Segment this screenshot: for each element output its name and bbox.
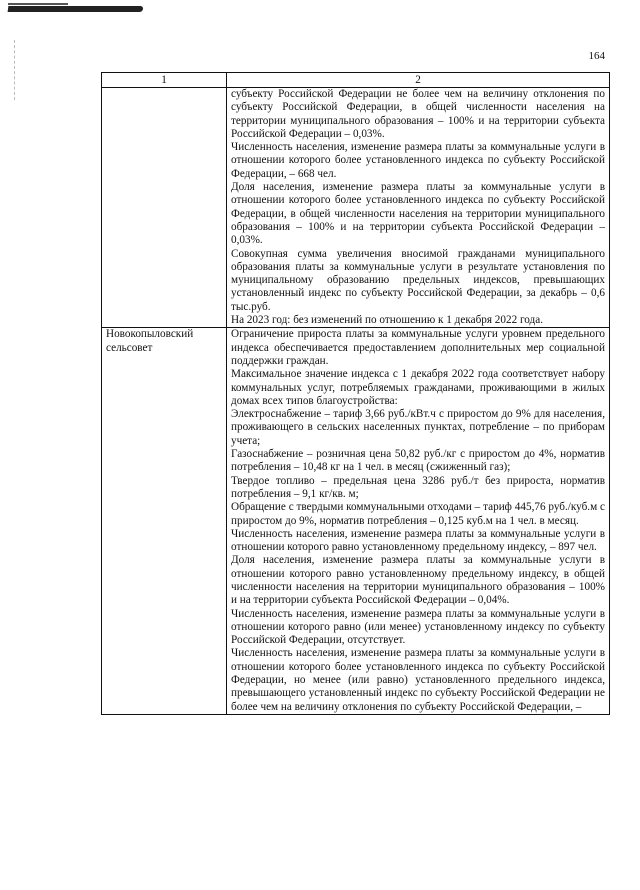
municipality-cell: [102, 88, 227, 328]
column-header: 1: [102, 73, 227, 88]
description-cell: [227, 88, 610, 328]
paragraph: Численность населения, изменение размера платы за коммунальные услуги в отношении которого равно установленному предельному индексу, – 897 чел.: [231, 527, 605, 554]
paragraph: Твердое топливо – предельная цена 3286 руб./т без прироста, норматив потребления – 9,1 кг/кв. м;: [231, 474, 605, 500]
municipality-cell: Новокопыловский сельсовет: [102, 328, 227, 715]
paragraph: Численность населения, изменение размера платы за коммунальные услуги в отношении которого более установленного индекса по субъекту Российской Федерации, – 668 чел.: [231, 141, 605, 180]
table-row: [102, 88, 610, 328]
paragraph: субъекту Российской Федерации не более чем на величину отклонения по субъекту Российской Федерации, в общей численности населения на территории муниципального образования – 100% и на территории субъекта Российской Федерации – 0,03%.: [231, 88, 605, 140]
description-cell: [227, 328, 610, 715]
paragraph: Максимальное значение индекса с 1 декабря 2022 года соответствует набору коммунальных услуг, потребляемых гражданами, проживающими в жилых домах всех типов благоустройства:: [231, 368, 605, 407]
paragraph: Газоснабжение – розничная цена 50,82 руб./кг с приростом до 4%, норматив потребления – 10,48 кг на 1 чел. в месяц (сжиженный газ);: [231, 448, 605, 474]
paragraph: Доля населения, изменение размера платы за коммунальные услуги в отношении которого более установленного индекса по субъекту Российской Федерации, в общей численности населения на территории муниципального образования – 100% и на территории субъекта Российской Федерации – 0,03%.: [231, 181, 605, 247]
paragraph: На 2023 год: без изменений по отношению к 1 декабря 2022 года.: [231, 314, 544, 327]
paragraph: Обращение с твердыми коммунальными отходами – тариф 445,76 руб./куб.м с приростом до 9%, норматив потребления – 0,125 куб.м на 1 чел. в месяц.: [231, 501, 605, 527]
margin-mark: [14, 40, 17, 100]
table-row: [102, 328, 610, 715]
column-header: 2: [227, 73, 610, 88]
scan-artifact: [8, 6, 144, 12]
paragraph: Численность населения, изменение размера платы за коммунальные услуги в отношении которого равно (или менее) установленному индексу по субъекту Российской Федерации, отсутствует.: [231, 607, 605, 647]
table-header-row: [102, 73, 610, 88]
scan-artifact: [8, 3, 68, 5]
document-table: [101, 72, 610, 715]
paragraph: Электроснабжение – тариф 3,66 руб./кВт.ч с приростом до 9% для населения, проживающего в сельских населенных пунктах, потребление – по приборам учета;: [231, 408, 605, 447]
paragraph: Численность населения, изменение размера платы за коммунальные услуги в отношении которого более установленного индекса по субъекту Российской Федерации, но менее (или равно) установленного предельного индекса, превышающего установленный индекс по субъекту Российской Федерации не более чем на величину отклонения по субъекту Российской Федерации, –: [231, 647, 605, 713]
paragraph: Совокупная сумма увеличения вносимой гражданами муниципального образования платы за коммунальные услуги в результате установления по муниципальному образованию предельных индексов, превышающих установленный индекс по субъекту Российской Федерации, за декабрь – 0,6 тыс.руб.: [231, 247, 605, 313]
paragraph: Доля населения, изменение размера платы за коммунальные услуги в отношении которого равно установленному предельному индексу, в общей численности населения на территории муниципального образования – 100% и на территории субъекта Российской Федерации – 0,04%.: [231, 554, 605, 607]
page-number: 164: [588, 50, 605, 62]
paragraph: Ограничение прироста платы за коммунальные услуги уровнем предельного индекса обеспечивается предоставлением дополнительных мер социальной поддержки граждан.: [231, 328, 605, 367]
